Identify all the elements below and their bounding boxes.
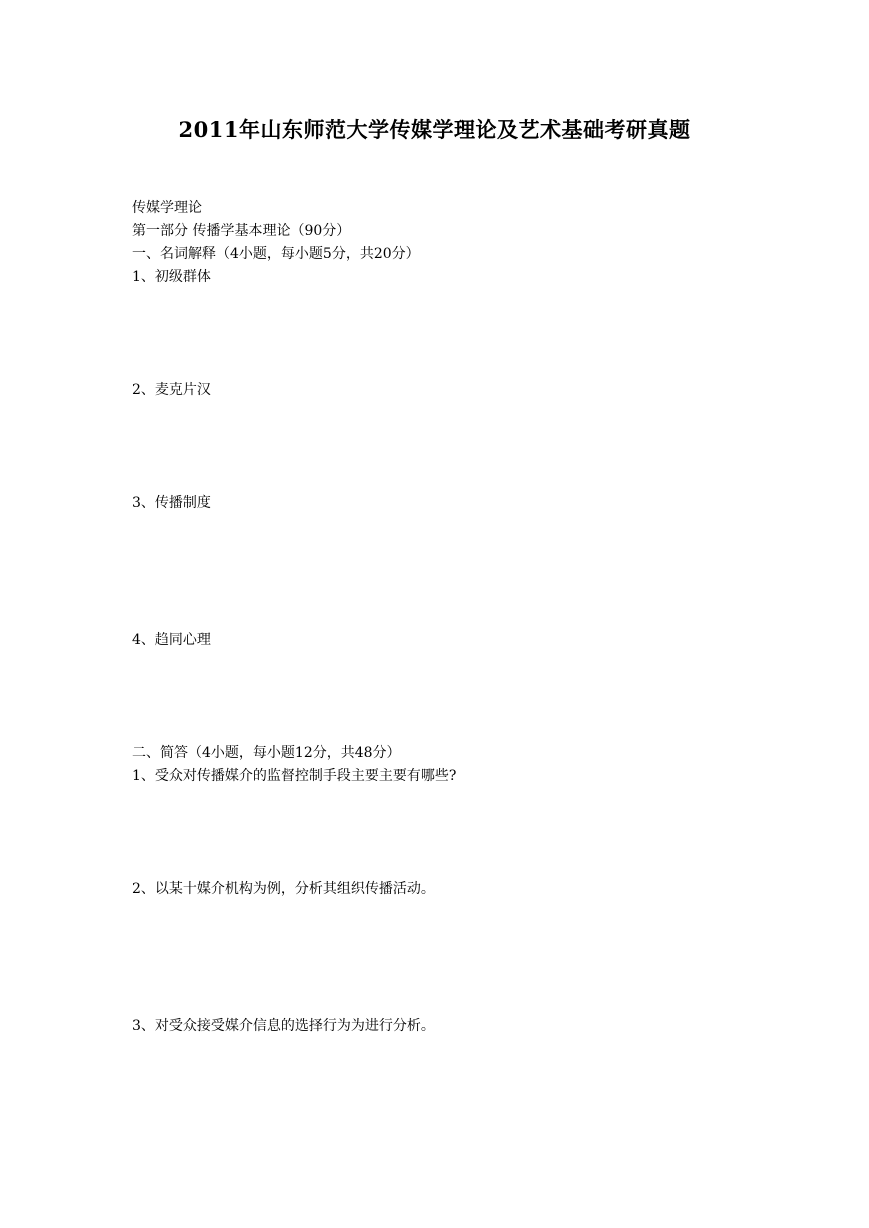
section2-heading: 二、简答（4小题，每小题12分，共48分） <box>132 745 401 761</box>
section1-item: 1、初级群体 <box>132 269 211 285</box>
section1-item: 2、麦克片汉 <box>132 382 211 398</box>
section2-item: 1、受众对传播媒介的监督控制手段主要主要有哪些? <box>132 768 457 784</box>
section1-heading: 一、名词解释（4小题，每小题5分，共20分） <box>132 246 420 262</box>
section1-item: 4、趋同心理 <box>132 632 211 648</box>
part-heading: 第一部分 传播学基本理论（90分） <box>132 223 351 239</box>
document-title: 2011年山东师范大学传媒学理论及艺术基础考研真题 <box>178 117 691 142</box>
section2-item: 2、以某十媒介机构为例，分析其组织传播活动。 <box>132 881 435 897</box>
subject-label: 传媒学理论 <box>132 200 202 216</box>
section1-item: 3、传播制度 <box>132 495 211 511</box>
section2-item: 3、对受众接受媒介信息的选择行为为进行分析。 <box>132 1018 435 1034</box>
